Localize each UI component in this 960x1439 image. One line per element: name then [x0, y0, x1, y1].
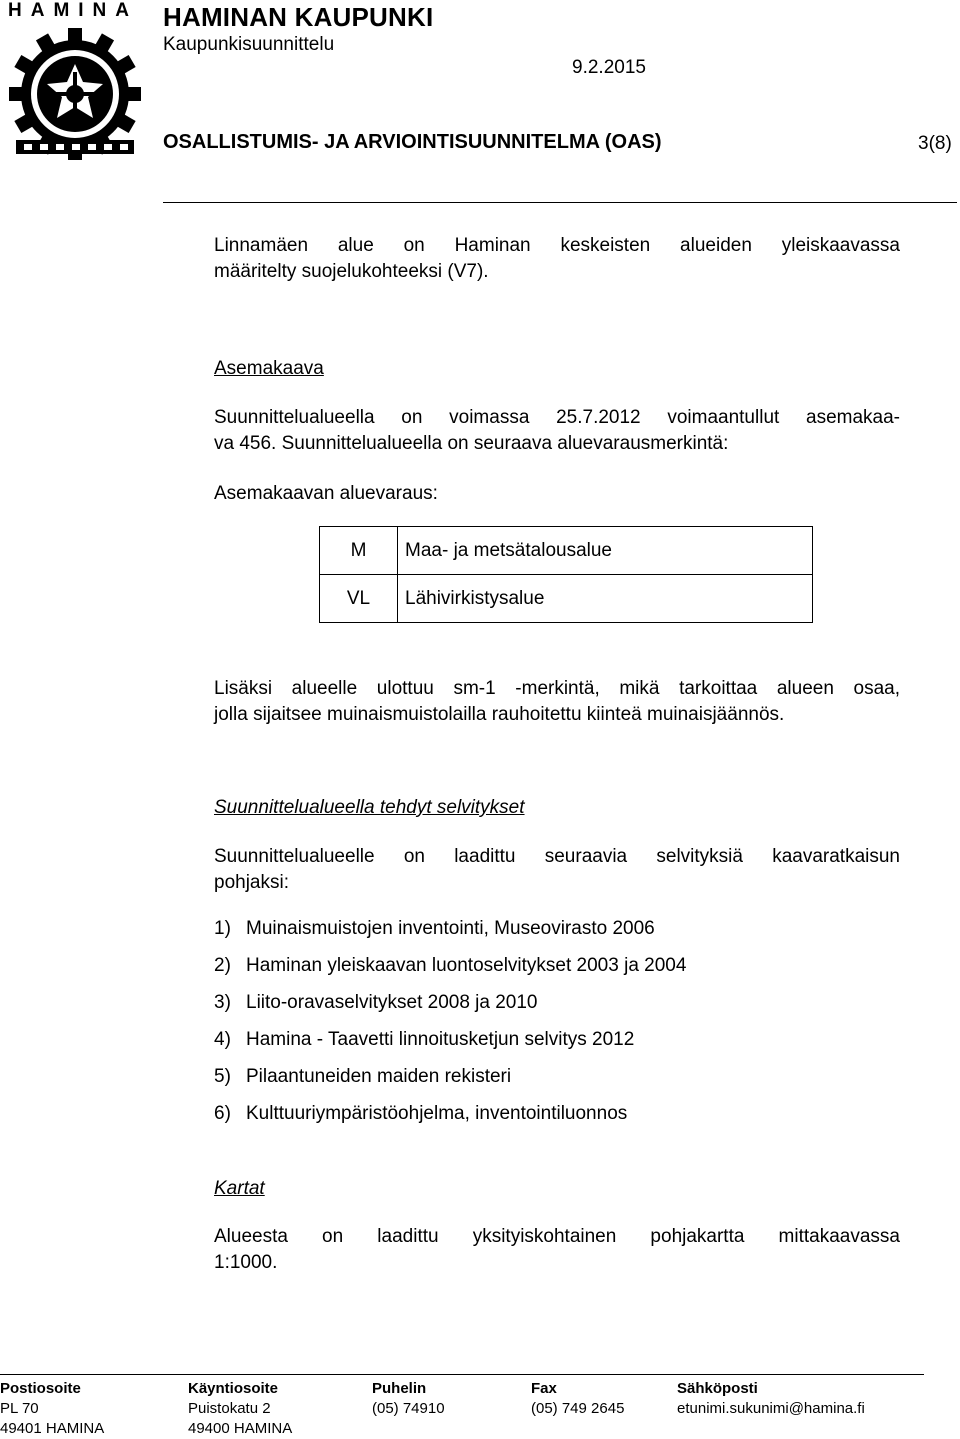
intro-line-1: Linnamäen alue on Haminan keskeisten alueiden yleiskaavassa: [214, 235, 900, 256]
asemakaava-paragraph: [214, 405, 900, 457]
organization-name: HAMINAN KAUPUNKI: [163, 2, 434, 32]
list-item-text: Pilaantuneiden maiden rekisteri: [246, 1066, 512, 1087]
intro-paragraph: [214, 233, 900, 285]
footer-value: Puistokatu 2: [188, 1400, 271, 1417]
footer-value[interactable]: etunimi.sukunimi@hamina.fi: [677, 1400, 865, 1417]
asemakaava-line-1: Suunnittelualueella on voimassa 25.7.2012 voimaantullut asemakaa-: [214, 407, 900, 428]
selvitykset-paragraph: [214, 844, 900, 896]
list-item-text: Liito-oravaselvitykset 2008 ja 2010: [246, 992, 538, 1013]
list-item-text: Muinaismuistojen inventointi, Museovirasto 2006: [246, 918, 655, 939]
footer-postal-address: [0, 1379, 104, 1439]
selvitykset-line-2: pohjaksi:: [214, 872, 289, 893]
footer-heading: Postiosoite: [0, 1380, 81, 1397]
footer-visiting-address: [188, 1379, 292, 1439]
header-divider: [163, 202, 957, 203]
list-item-number: 6): [214, 1103, 231, 1124]
list-item-number: 1): [214, 918, 231, 939]
footer-heading: Sähköposti: [677, 1380, 758, 1397]
footer-value: 49401 HAMINA: [0, 1420, 105, 1437]
list-item-number: 5): [214, 1066, 231, 1087]
kartat-line-2: 1:1000.: [214, 1252, 278, 1273]
footer-heading: Fax: [531, 1380, 557, 1397]
document-title: OSALLISTUMIS- JA ARVIOINTISUUNNITELMA (OAS): [163, 131, 662, 153]
zoning-description: Maa- ja metsätalousalue: [398, 527, 813, 575]
list-item-text: Kulttuuriympäristöohjelma, inventointiluonnos: [246, 1103, 628, 1124]
footer-value: (05) 74910: [372, 1400, 445, 1417]
section-heading-selvitykset: Suunnittelualueella tehdyt selvitykset: [214, 797, 525, 818]
kartat-paragraph: [214, 1224, 900, 1276]
page-number: 3(8): [918, 133, 952, 154]
selvitykset-line-1: Suunnittelualueelle on laadittu seuraavia selvityksiä kaavaratkaisun: [214, 846, 900, 867]
list-item-number: 3): [214, 992, 231, 1013]
list-item: [214, 990, 686, 1027]
list-item: [214, 953, 686, 990]
footer-fax: [531, 1379, 624, 1419]
footer-divider: [0, 1374, 924, 1375]
logo-wordmark: HAMINA: [8, 0, 138, 21]
zoning-table: [319, 526, 813, 623]
section-heading-asemakaava: Asemakaava: [214, 358, 324, 379]
list-item: [214, 916, 686, 953]
additional-line-1: Lisäksi alueelle ulottuu sm-1 -merkintä, mikä tarkoittaa alueen osaa,: [214, 678, 900, 699]
asemakaava-line-2: va 456. Suunnittelualueella on seuraava aluevarausmerkintä:: [214, 433, 729, 454]
footer-heading: Puhelin: [372, 1380, 427, 1397]
footer-phone: [372, 1379, 445, 1419]
footer-heading: Käyntiosoite: [188, 1380, 279, 1397]
list-item: [214, 1064, 686, 1101]
section-heading-kartat: Kartat: [214, 1178, 265, 1199]
list-item-number: 4): [214, 1029, 231, 1050]
zoning-description: Lähivirkistysalue: [398, 575, 813, 623]
footer-value: 49400 HAMINA: [188, 1420, 293, 1437]
table-row: [320, 527, 813, 575]
zoning-code: VL: [320, 575, 398, 623]
zoning-label: Asemakaavan aluevaraus:: [214, 483, 438, 504]
hamina-coat-of-arms-logo: [6, 26, 144, 161]
list-item: [214, 1027, 686, 1064]
additional-line-2: jolla sijaitsee muinaismuistolailla rauhoitettu kiinteä muinaisjäännös.: [214, 704, 785, 725]
additional-paragraph: [214, 676, 900, 728]
surveys-list: [214, 916, 686, 1138]
list-item: [214, 1101, 686, 1138]
list-item-text: Haminan yleiskaavan luontoselvitykset 2003 ja 2004: [246, 955, 687, 976]
kartat-line-1: Alueesta on laadittu yksityiskohtainen pohjakartta mittakaavassa: [214, 1226, 900, 1247]
table-row: [320, 575, 813, 623]
list-item-text: Hamina - Taavetti linnoitusketjun selvitys 2012: [246, 1029, 635, 1050]
footer-email: [677, 1379, 865, 1419]
footer-value: (05) 749 2645: [531, 1400, 625, 1417]
intro-line-2: määritelty suojelukohteeksi (V7).: [214, 261, 489, 282]
department-name: Kaupunkisuunnittelu: [163, 34, 335, 55]
document-date: 9.2.2015: [572, 57, 646, 78]
list-item-number: 2): [214, 955, 231, 976]
footer-value: PL 70: [0, 1400, 39, 1417]
zoning-code: M: [320, 527, 398, 575]
